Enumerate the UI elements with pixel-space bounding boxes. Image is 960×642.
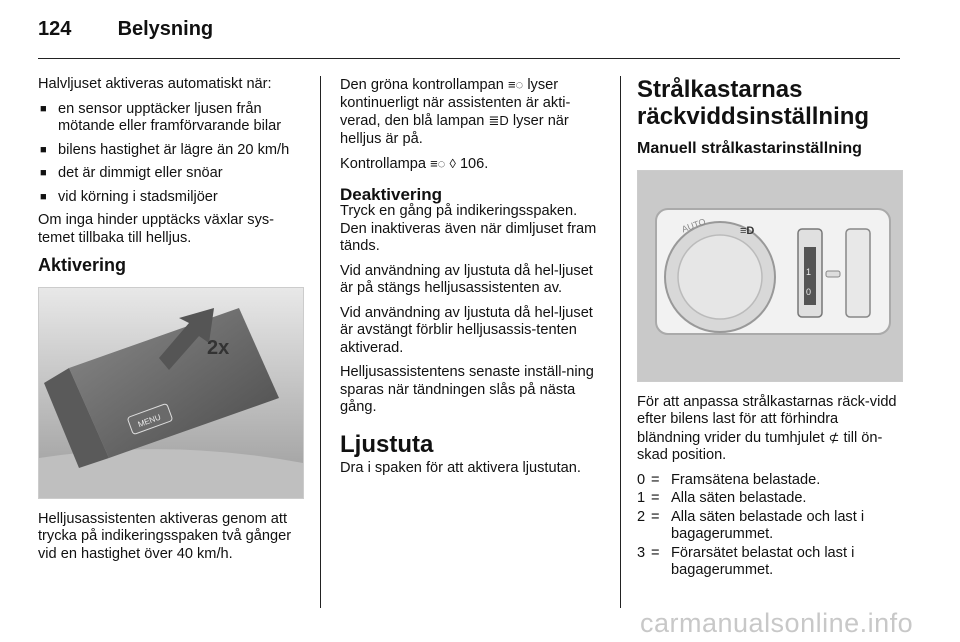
lamp-text-3: lyser när helljus är på. <box>340 113 569 147</box>
page-header <box>38 18 213 41</box>
fallback-text: Om inga hinder upptäcks växlar sys-temet tillbaka till helljus. <box>38 212 275 246</box>
column-1 <box>38 76 304 570</box>
section-heading-deaktivering: Deaktivering <box>340 184 443 204</box>
stalk-figure <box>38 287 304 499</box>
lamp-text-1: Den gröna kontrollampan <box>340 77 504 93</box>
item-value: Framsätena belastade. <box>671 471 821 488</box>
figure-caption: Helljusassistenten aktiveras genom att trycka på indikeringsspaken två gånger vid en hastighet över 40 km/h. <box>38 510 292 562</box>
light-switch-figure <box>637 170 903 382</box>
bullet-item: ■ vid körning i stadsmiljöer <box>38 189 304 207</box>
list-item <box>637 509 905 544</box>
item-key: 2 <box>637 508 646 525</box>
item-key: 0 <box>637 471 646 488</box>
list-item <box>637 472 905 490</box>
flash-on-text: Vid användning av ljustuta då hel-ljuset är på stängs helljusassistenten av. <box>340 262 593 296</box>
item-eq: = <box>651 471 660 488</box>
bullet-item: ■ det är dimmigt eller snöar <box>38 165 304 183</box>
item-key: 1 <box>637 490 646 506</box>
subheading-manual-adjust: Manuell strålkastarinställning <box>637 140 862 157</box>
svg-text:0: 0 <box>806 286 812 297</box>
svg-text:≡D: ≡D <box>740 224 755 237</box>
flash-off-text: Vid användning av ljustuta då hel-ljuset är avstängt förblir helljusassis-tenten aktiverad. <box>340 304 593 356</box>
item-eq: = <box>651 490 660 506</box>
high-beam-assist-icon: ≡◌ <box>430 156 446 171</box>
page-title: Belysning <box>117 18 214 40</box>
lamp-text-2: lyser kontinuerligt när assistenten är akti-verad, den blå lampan <box>340 77 571 129</box>
list-item <box>637 490 905 508</box>
high-beam-icon: ≣D <box>488 113 509 128</box>
bullet-item: ■ bilens hastighet är lägre än 20 km/h <box>38 142 304 160</box>
high-beam-assist-icon: ≡◌ <box>507 77 524 92</box>
item-eq: = <box>651 544 660 561</box>
column-2 <box>340 76 604 484</box>
auto-label: AUTO <box>680 215 707 234</box>
svg-text:1: 1 <box>806 266 812 277</box>
section-heading-aktivering: Aktivering <box>38 255 127 275</box>
thumbwheel-paragraph <box>637 394 905 465</box>
bullet-item: ■ en sensor upptäcker ljusen från mötande eller framförvarande bilar <box>38 101 304 136</box>
lamp-ref-text: Kontrollampa <box>340 156 426 172</box>
section-heading-headlamp-range: Strålkastarnas räckviddsinställning <box>637 76 870 130</box>
page-reference-icon: ◊ <box>449 156 456 171</box>
light-switch-illustration <box>638 171 902 381</box>
lamp-reference <box>340 155 604 174</box>
item-eq: = <box>651 508 660 525</box>
section-heading-ljustuta: Ljustuta <box>340 430 434 458</box>
lamp-paragraph <box>340 76 604 148</box>
thumbwheel-text-end: till ön-skad position. <box>637 429 883 463</box>
watermark[interactable]: carmanualsonline.info <box>640 608 914 638</box>
column-divider <box>620 76 621 608</box>
saved-setting-text: Helljusassistentens senaste inställ-ning sparas när tändningen slås på nästa gång. <box>340 364 594 415</box>
press-twice-label: 2x <box>207 336 230 359</box>
item-key: 3 <box>637 544 646 561</box>
column-divider <box>320 76 321 608</box>
thumbwheel-text: För att anpassa strålkastarnas räck-vidd efter bilens last för att förhindra bländning vrider du tumhjulet <box>637 393 897 446</box>
item-value: Alla säten belastade och last i bagagerummet. <box>671 508 865 542</box>
thumbwheel-icon: ⊄ <box>828 429 840 445</box>
stalk-illustration <box>39 288 303 498</box>
menu-button-label: MENU <box>136 412 162 429</box>
deactivate-text: Tryck en gång på indikeringsspaken. Den inaktiveras även när dimljuset fram tänds. <box>340 203 597 254</box>
list-item <box>637 545 905 580</box>
item-value: Förarsätet belastat och last i bagagerummet. <box>671 544 855 578</box>
item-value: Alla säten belastade. <box>671 490 807 506</box>
ljustuta-text: Dra i spaken för att aktivera ljustutan. <box>340 459 581 476</box>
column-3 <box>637 76 905 581</box>
header-rule <box>38 58 900 59</box>
page-number: 124 <box>38 18 72 40</box>
page-reference-number: 106. <box>459 156 489 172</box>
intro-text: Halvljuset aktiveras automatiskt när: <box>38 76 272 92</box>
